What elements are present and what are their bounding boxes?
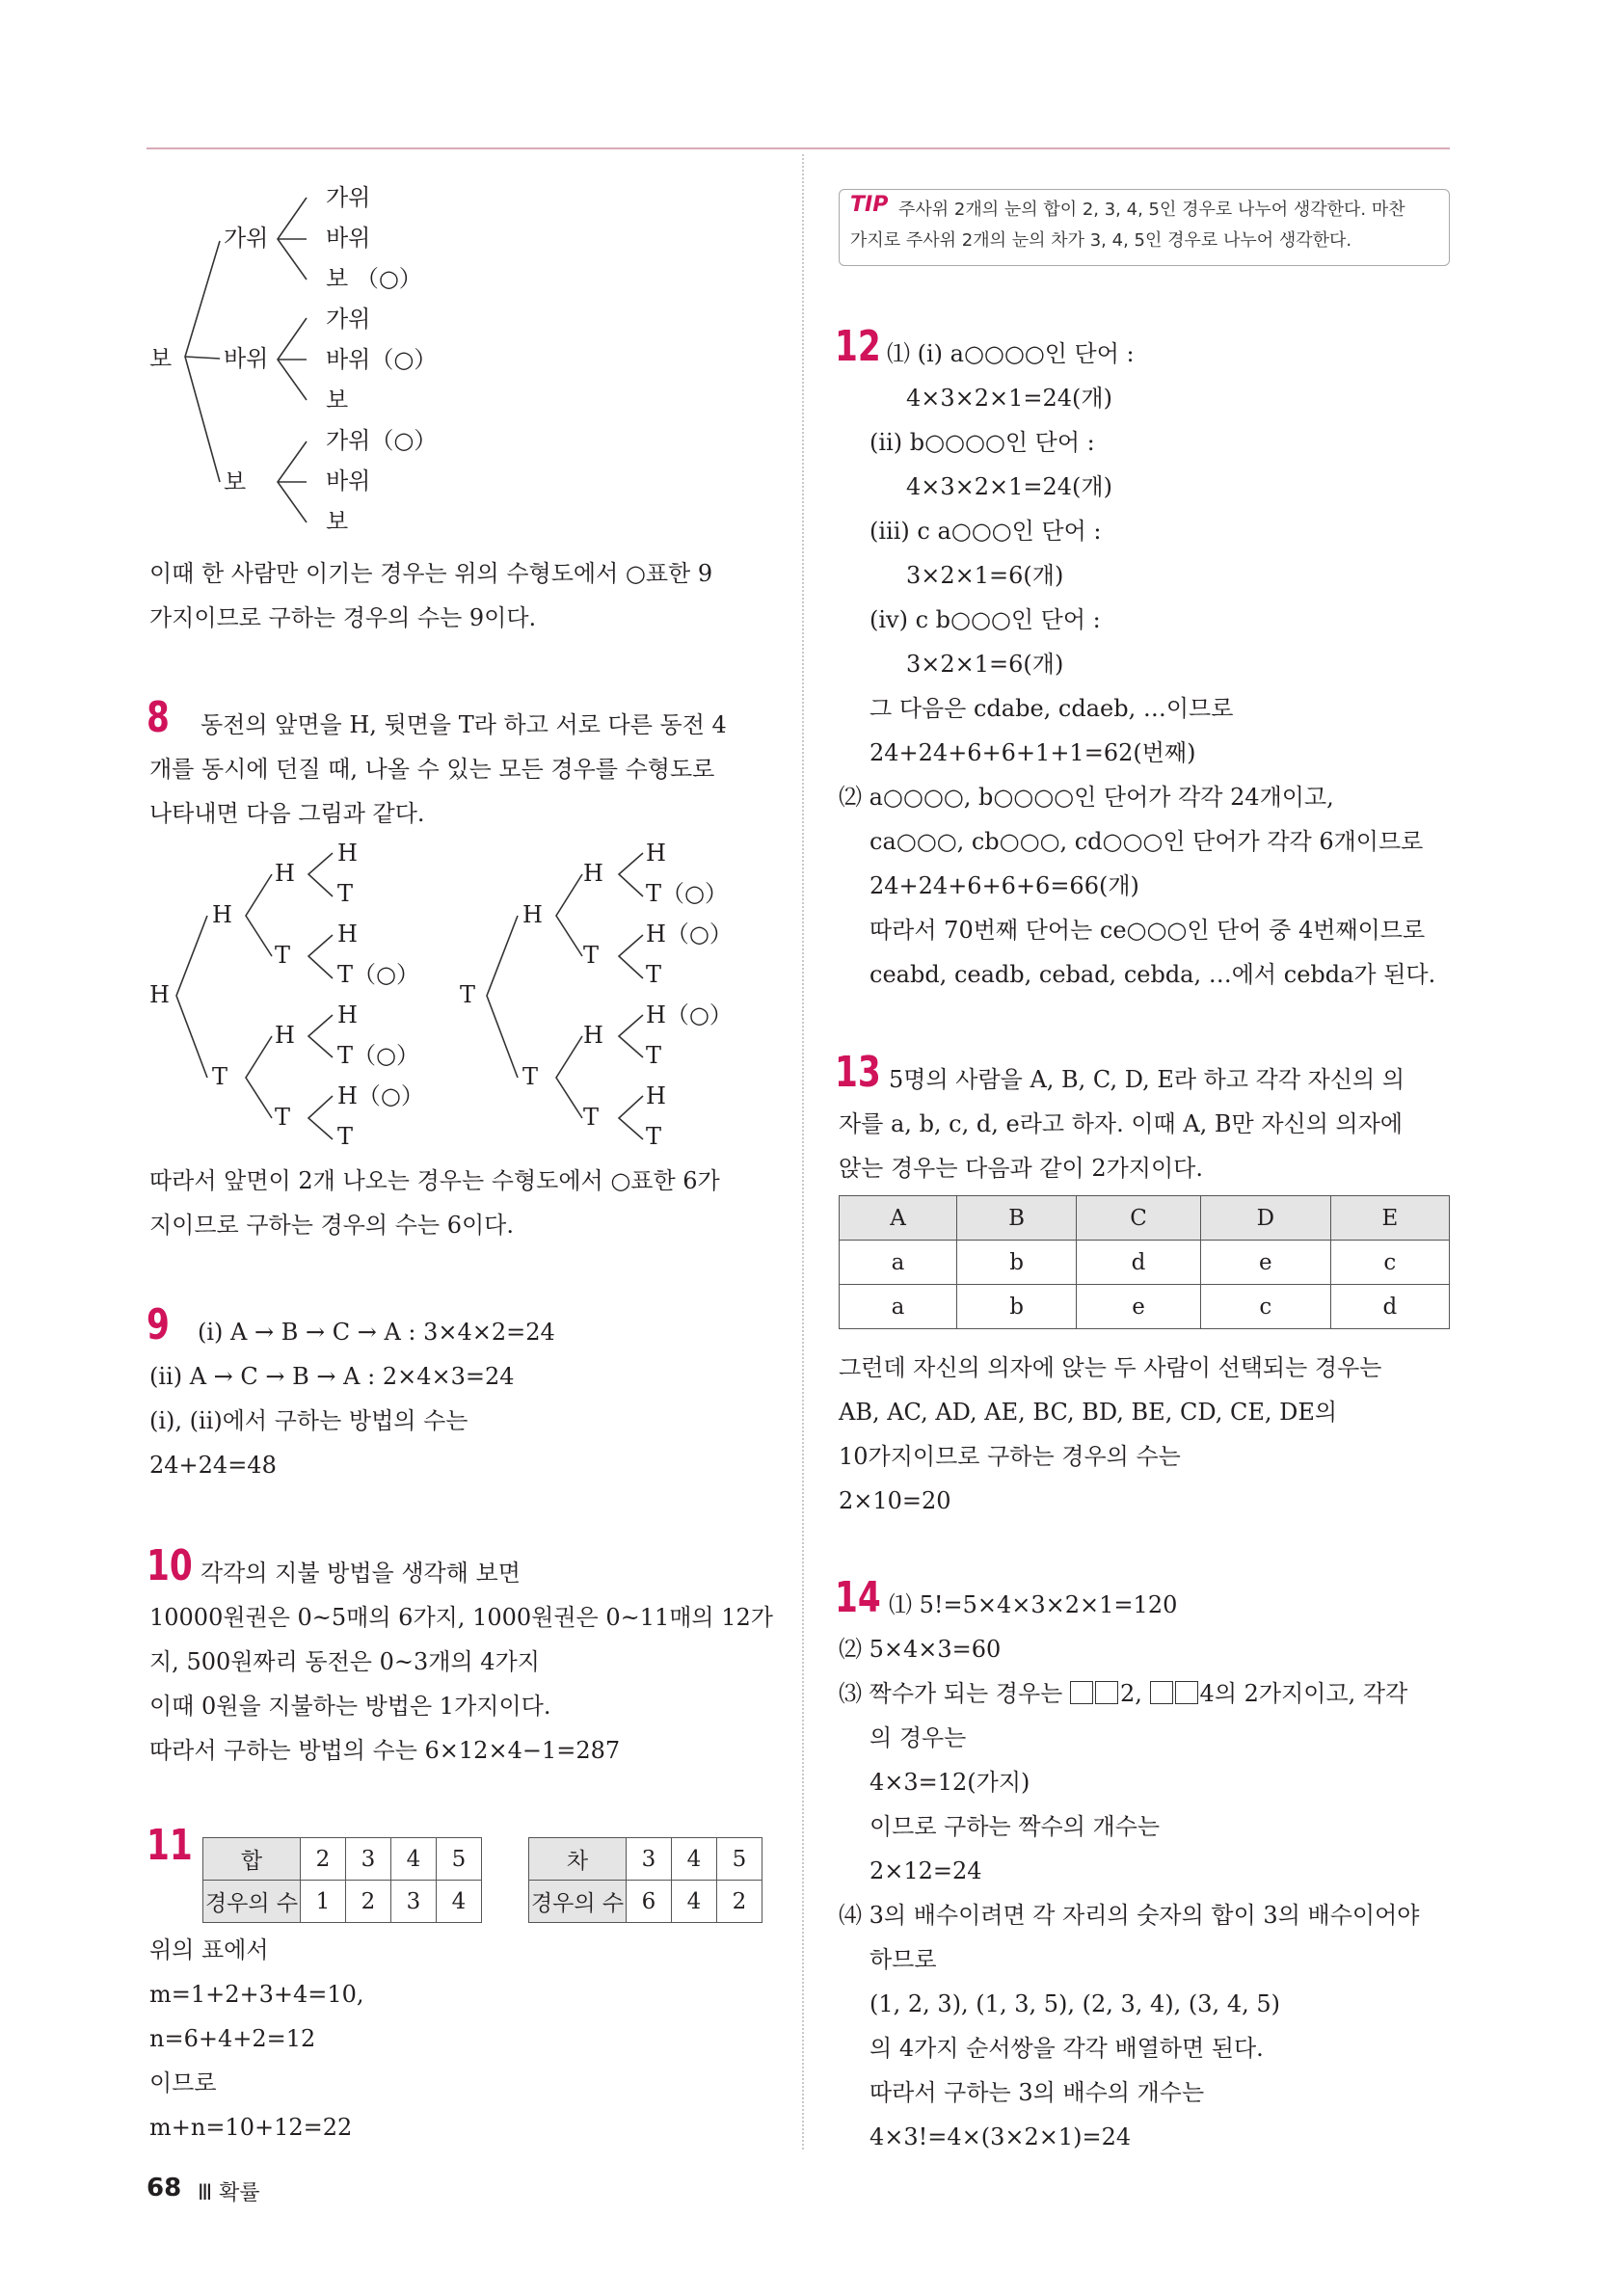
tip-label: TIP — [850, 193, 889, 217]
question-number: 10 — [147, 1541, 193, 1590]
question-number: 9 — [147, 1300, 170, 1349]
page-number: 68 — [147, 2174, 182, 2203]
coin-leaf: T — [337, 1123, 354, 1150]
table-cell: e — [1200, 1241, 1330, 1285]
q12-text: ceabd, ceadb, cebad, cebda, …에서 cebda가 된다. — [869, 961, 1436, 988]
table-cell: 4 — [672, 1881, 717, 1923]
q9-text: 24+24=48 — [149, 1452, 277, 1479]
q10-text: 지, 500원짜리 동전은 0~3개의 4가지 — [149, 1648, 540, 1675]
q14-text: 의 4가지 순서쌍을 각각 배열하면 된다. — [869, 2035, 1264, 2062]
question-number: 14 — [835, 1573, 881, 1622]
q13-text: 그런데 자신의 의자에 앉는 두 사람이 선택되는 경우는 — [839, 1354, 1382, 1381]
coin-leaf: T — [337, 880, 354, 907]
table-cell: 5 — [437, 1838, 482, 1881]
q8-text: 따라서 앞면이 2개 나오는 경우는 수형도에서 ○표한 6가 — [149, 1167, 720, 1194]
table-cell: 4 — [437, 1881, 482, 1923]
coin-node: T — [275, 1104, 291, 1131]
table-cell: b — [957, 1241, 1077, 1285]
coin-leaf: T（○） — [337, 1042, 419, 1069]
coin-node: H — [275, 860, 295, 887]
q12-text: 3×2×1=6(개) — [906, 562, 1064, 589]
q13-text: 앉는 경우는 다음과 같이 2가지이다. — [839, 1155, 1203, 1182]
table-cell: E — [1330, 1196, 1449, 1241]
column-divider — [802, 154, 804, 2149]
q11-text: 이므로 — [149, 2069, 217, 2096]
table-cell: 1 — [301, 1881, 346, 1923]
q8-text: 지이므로 구하는 경우의 수는 6이다. — [149, 1212, 514, 1239]
coin-node: H — [275, 1022, 295, 1049]
coin-leaf: H — [646, 1082, 666, 1109]
seat-table — [839, 1195, 1450, 1329]
rps-leaf: 가위 — [326, 306, 371, 333]
rps-leaf: 보 （○） — [326, 265, 422, 292]
blank-box — [1175, 1681, 1198, 1704]
coin-leaf: H（○） — [646, 921, 733, 948]
coin-leaf: T（○） — [337, 961, 419, 988]
q12-text: (ⅳ) c b○○○인 단어 : — [869, 606, 1101, 633]
rps-leaf: 바위（○） — [326, 346, 438, 373]
q12-text: 24+24+6+6+1+1=62(번째) — [869, 739, 1196, 766]
q10-text: 각각의 지불 방법을 생각해 보면 — [201, 1560, 521, 1587]
q9-text: (ⅰ) A → B → C → A : 3×4×2=24 — [198, 1319, 555, 1346]
table-cell: 3 — [627, 1838, 672, 1881]
question-number: 13 — [835, 1048, 881, 1097]
q14-text: 2×12=24 — [869, 1857, 982, 1884]
table-cell: 3 — [391, 1881, 437, 1923]
q13-text: AB, AC, AD, AE, BC, BD, BE, CD, CE, DE의 — [839, 1399, 1338, 1426]
table-cell: 5 — [717, 1838, 762, 1881]
q14-text: ⑷ 3의 배수이려면 각 자리의 숫자의 합이 3의 배수이어야 — [839, 1902, 1420, 1929]
coin-leaf: H — [337, 921, 358, 948]
q13-text: 10가지이므로 구하는 경우의 수는 — [839, 1443, 1181, 1470]
q14-text: ⑴ 5!=5×4×3×2×1=120 — [889, 1591, 1178, 1618]
q9-text: (ⅱ) A → C → B → A : 2×4×3=24 — [149, 1363, 515, 1390]
table-cell: c — [1200, 1285, 1330, 1329]
q14-text: (1, 2, 3), (1, 3, 5), (2, 3, 4), (3, 4, 5) — [869, 1990, 1280, 2017]
coin-node: H — [212, 901, 232, 928]
table-cell: 경우의 수 — [529, 1881, 627, 1923]
coin-node: T — [583, 942, 600, 969]
table-cell: C — [1077, 1196, 1201, 1241]
rps-node: 가위 — [224, 225, 269, 252]
q13-text: 2×10=20 — [839, 1487, 951, 1514]
q14-text: 하므로 — [869, 1946, 937, 1973]
coin-node: H — [583, 1022, 603, 1049]
q13-text: 자를 a, b, c, d, e라고 하자. 이때 A, B만 자신의 의자에 — [839, 1110, 1404, 1137]
table-cell: 2 — [346, 1881, 391, 1923]
coin-node: T — [212, 1063, 228, 1090]
q12-text: 4×3×2×1=24(개) — [906, 385, 1112, 412]
q10-text: 이때 0원을 지불하는 방법은 1가지이다. — [149, 1693, 551, 1720]
rps-root: 보 — [149, 345, 173, 372]
table-cell: a — [840, 1241, 957, 1285]
q14-text: 4×3=12(가지) — [869, 1769, 1030, 1796]
rps-leaf: 바위 — [326, 467, 371, 494]
table-cell: 경우의 수 — [203, 1881, 301, 1923]
q8-text: 개를 동시에 던질 때, 나올 수 있는 모든 경우를 수형도로 — [149, 756, 715, 783]
q12-text: ⑴ (ⅰ) a○○○○인 단어 : — [887, 340, 1135, 367]
coin-root: H — [149, 981, 170, 1008]
q14-text: 2, — [1120, 1680, 1142, 1707]
table-cell: e — [1077, 1285, 1201, 1329]
sum-table — [202, 1837, 482, 1923]
q14-text: 4×3!=4×(3×2×1)=24 — [869, 2123, 1132, 2150]
coin-leaf: H — [337, 840, 358, 867]
tip-text: 주사위 2개의 눈의 합이 2, 3, 4, 5인 경우로 나누어 생각한다. 마찬 — [898, 200, 1405, 220]
rps-leaf: 보 — [326, 508, 349, 535]
table-cell: d — [1330, 1285, 1449, 1329]
q11-text: m+n=10+12=22 — [149, 2114, 353, 2141]
table-cell: 6 — [627, 1881, 672, 1923]
table-cell: D — [1200, 1196, 1330, 1241]
q8-text: 나타내면 다음 그림과 같다. — [149, 800, 425, 827]
coin-node: H — [583, 860, 603, 887]
q9-text: (ⅰ), (ⅱ)에서 구하는 방법의 수는 — [149, 1407, 468, 1434]
q7-text: 가지이므로 구하는 경우의 수는 9이다. — [149, 604, 537, 631]
rps-leaf: 가위（○） — [326, 427, 438, 454]
q12-text: 24+24+6+6+6=66(개) — [869, 872, 1139, 899]
coin-leaf: H（○） — [337, 1082, 424, 1109]
coin-leaf: H（○） — [646, 1001, 733, 1028]
coin-root: T — [460, 981, 476, 1008]
blank-box — [1095, 1681, 1118, 1704]
table-cell: c — [1330, 1241, 1449, 1285]
q12-text: (ⅱ) b○○○○인 단어 : — [869, 429, 1095, 456]
q14-text: 4의 2가지이고, 각각 — [1199, 1680, 1408, 1707]
coin-leaf: H — [646, 840, 666, 867]
table-cell: B — [957, 1196, 1077, 1241]
question-number: 11 — [147, 1821, 193, 1870]
q11-text: 위의 표에서 — [149, 1936, 269, 1963]
chapter-label: Ⅲ 확률 — [198, 2181, 260, 2205]
question-number: 12 — [835, 322, 881, 371]
q12-text: ⑵ a○○○○, b○○○○인 단어가 각각 24개이고, — [839, 784, 1334, 811]
diff-table — [528, 1837, 762, 1923]
table-cell: 4 — [391, 1838, 437, 1881]
blank-box — [1070, 1681, 1093, 1704]
table-cell: d — [1077, 1241, 1201, 1285]
table-cell: 3 — [346, 1838, 391, 1881]
table-cell: 2 — [301, 1838, 346, 1881]
q14-text: 이므로 구하는 짝수의 개수는 — [869, 1813, 1161, 1840]
coin-node: H — [522, 901, 543, 928]
table-cell: 4 — [672, 1838, 717, 1881]
coin-node: T — [275, 942, 291, 969]
coin-leaf: H — [337, 1001, 358, 1028]
q12-text: 따라서 70번째 단어는 ce○○○인 단어 중 4번째이므로 — [869, 917, 1426, 944]
table-cell: A — [840, 1196, 957, 1241]
coin-leaf: T（○） — [646, 880, 728, 907]
q10-text: 따라서 구하는 방법의 수는 6×12×4−1=287 — [149, 1737, 621, 1764]
q14-text: ⑵ 5×4×3=60 — [839, 1636, 1002, 1663]
table-cell: 합 — [203, 1838, 301, 1881]
q14-line3 — [839, 1679, 1407, 1708]
rps-leaf: 보 — [326, 387, 349, 414]
q11-text: n=6+4+2=12 — [149, 2025, 316, 2052]
rps-leaf: 바위 — [326, 225, 371, 252]
q12-text: 3×2×1=6(개) — [906, 651, 1064, 678]
coin-node: T — [522, 1063, 539, 1090]
coin-tree-2-lines — [0, 0, 1, 1]
q12-text: ca○○○, cb○○○, cd○○○인 단어가 각각 6개이므로 — [869, 828, 1424, 855]
q10-text: 10000원권은 0~5매의 6가지, 1000원권은 0~11매의 12가 — [149, 1604, 773, 1631]
question-number: 8 — [147, 693, 170, 742]
q14-text: 따라서 구하는 3의 배수의 개수는 — [869, 2079, 1205, 2106]
q7-text: 이때 한 사람만 이기는 경우는 위의 수형도에서 ○표한 9 — [149, 560, 713, 587]
q8-text: 동전의 앞면을 H, 뒷면을 T라 하고 서로 다른 동전 4 — [201, 711, 727, 738]
q13-text: 5명의 사람을 A, B, C, D, E라 하고 각각 자신의 의 — [889, 1066, 1405, 1093]
rps-leaf: 가위 — [326, 184, 371, 211]
rps-node: 바위 — [224, 345, 269, 372]
tip-text: 가지로 주사위 2개의 눈의 차가 3, 4, 5인 경우로 나누어 생각한다. — [850, 230, 1352, 251]
q14-text: ⑶ 짝수가 되는 경우는 — [839, 1680, 1063, 1707]
table-cell: 2 — [717, 1881, 762, 1923]
q12-text: 그 다음은 cdabe, cdaeb, …이므로 — [869, 695, 1234, 722]
coin-leaf: T — [646, 961, 662, 988]
q12-text: 4×3×2×1=24(개) — [906, 473, 1112, 500]
blank-box — [1150, 1681, 1173, 1704]
coin-leaf: T — [646, 1042, 662, 1069]
table-cell: a — [840, 1285, 957, 1329]
rps-node: 보 — [224, 468, 247, 495]
q14-text: 의 경우는 — [869, 1724, 967, 1751]
coin-node: T — [583, 1104, 600, 1131]
coin-leaf: T — [646, 1123, 662, 1150]
table-cell: 차 — [529, 1838, 627, 1881]
q11-text: m=1+2+3+4=10, — [149, 1981, 364, 2008]
top-rule — [147, 147, 1450, 149]
q12-text: (ⅲ) c a○○○인 단어 : — [869, 518, 1102, 545]
table-cell: b — [957, 1285, 1077, 1329]
